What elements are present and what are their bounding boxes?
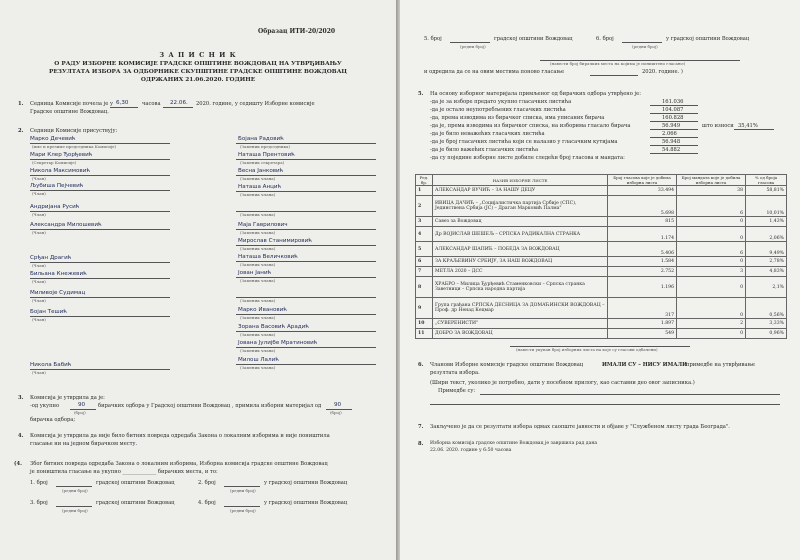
row-seats: 0 [677,257,746,267]
top-line-2-year: 2020. године. ) [642,69,683,75]
item3-text-a: Комисија је утврдила да је: [30,395,105,401]
member-right-12: Зорана Васовић Арадић [238,324,309,330]
item5-value-line [650,105,698,106]
member-left-1: Марко Дечевић [30,136,76,142]
row-num: 6 [416,257,433,267]
item1-date: 22.06. [170,100,188,106]
row-pct: 2,78% [746,257,787,267]
row-num: 4 [416,227,433,242]
right-page [400,0,800,560]
row-pct: 2,06% [746,227,787,242]
member-left-line [30,229,170,230]
member-left-line [30,297,170,298]
member-left-role-8: (Члан) [32,279,46,284]
table-row [416,329,787,339]
item5-value-2: 104.087 [662,107,684,113]
item3-received: 90 [334,402,342,408]
top-line-2: и одредила да се на овим местима поново гласање [424,69,565,75]
member-right-3: Весна Јанковић [238,168,284,174]
member-right-6: Маја Гаврилович [238,222,288,228]
member-right-role-9: (Заменик члана) [240,278,276,283]
place-1-number: 1. број [30,480,48,486]
row-pct: 1,43% [746,217,787,227]
place-5-text: градској општини Вождовац [494,36,573,42]
row-votes: 5.406 [608,242,677,257]
item3-total: 90 [78,402,86,408]
item3-number: 3. [18,395,24,401]
place-5-number: 5. број [424,36,442,42]
item6-line [480,394,780,395]
item7-number: 7. [418,424,424,430]
member-right-role-14: (Заменик члана) [240,365,276,370]
row-name: Савез за Вождовац [433,217,608,227]
table-row [416,186,787,196]
row-num: 10 [416,319,433,329]
header-seats: Број мандата које је добила изборна листа [677,175,746,186]
header-pct: % од броја гласова [746,175,787,186]
member-left-role-10: (Члан) [32,317,46,322]
row-seats: 0 [677,227,746,242]
item4-line-2: гласање ни на једном бирачком месту. [30,441,138,447]
row-num: 11 [416,329,433,339]
item1-time: 6,30 [116,100,129,106]
member-left-2: Мари Клер Ђорђевић [30,152,93,158]
row-seats: 6 [677,242,746,257]
left-page [0,0,396,560]
table-row [416,298,787,319]
item7-text: Закључено је да се резултати избора одмах саопште јавности и објаве у "Службеном листу града Београда". [430,424,730,430]
item6-text-f: Примедбе су: [438,388,476,394]
member-left-line [30,278,170,279]
member-left-11: Никола Бабић [30,362,72,368]
member-right-role-4: (Заменик члана) [240,192,276,197]
row-num: 1 [416,186,433,196]
item5-value-line [650,121,698,122]
item6-text-b: ИМАЛИ СУ – НИСУ ИМАЛИ [602,362,688,368]
row-name: ДОБРО ЗА ВОЖДОВАЦ [433,329,608,339]
item3-sub-2: (број) [330,410,342,415]
item6-text-c: примедбе на утврђивање [686,362,755,368]
member-right-role-6: (Заменик члана) [240,230,276,235]
item6-text-a: Чланови Изборне комисије градске општине Вождовац [430,362,584,368]
turnout-label: што износи [702,123,734,129]
row-name: ЗА КРАЉЕВИНУ СРБИЈУ, ЗА НАШ ВОЖДОВАЦ [433,257,608,267]
row-num: 5 [416,242,433,257]
top-note: (навести број бирачких места на којима је поништено гласање) [550,61,686,66]
place-3-text: градској општини Вождовац [96,500,175,506]
member-left-9: Миливоје Судимац [30,290,86,296]
item5-value-5: 2.066 [662,131,677,137]
item5-value-6: 56.948 [662,139,681,145]
member-left-role-9: (Члан) [32,298,46,303]
member-right-role-7: (Заменик члана) [240,246,276,251]
place-sub: (редни број) [62,508,88,513]
row-name: АЛЕКСАНДАР ВУЧИЋ – ЗА НАШУ ДЕЦУ [433,186,608,196]
member-right-role-2: (Заменик секретара) [240,160,285,165]
member-right-1: Бојана Радовић [238,136,284,142]
item6-text-e: (Шири текст, уколико је потребно, дати у посебном прилогу, као саставни део овог записника.) [430,380,695,386]
item6-number: 6. [418,362,424,368]
row-num: 8 [416,277,433,298]
item5-label-4: -да је, према изводима из бирачког списка, на изборима гласало бирача [430,123,631,129]
place-1-text: градској општини Вождовац [96,480,175,486]
member-left-10: Бојан Тешић [30,309,67,315]
row-seats: 38 [677,186,746,196]
place-sub: (редни број) [230,488,256,493]
place-line [224,506,260,507]
item5-label-1: -да је за изборе предато укупно гласачких листића [430,99,572,105]
member-left-role-11: (Члан) [32,370,46,375]
item3-sub-1: (број) [74,410,86,415]
member-right-role-5: (Заменик члана) [240,212,276,217]
row-votes: 33.494 [608,186,677,196]
item5-value-1: 161.036 [662,99,684,105]
row-seats: 0 [677,217,746,227]
row-pct: 3,33% [746,319,787,329]
row-num: 7 [416,267,433,277]
member-left-7: Срђан Драгић [30,255,72,261]
row-pct: 0,56% [746,298,787,319]
member-right-7: Мирослав Станимировић [238,238,312,244]
place-line [450,42,490,43]
member-left-4: Љубиша Пејчевић [30,183,84,189]
member-right-11: Марко Ивановић [238,307,287,313]
row-pct: 2,1% [746,277,787,298]
member-right-9: Јован Јанић [238,270,272,276]
item5-value-4: 56.949 [662,123,681,129]
item2-text: Седници Комисије присуствују: [30,128,118,134]
row-seats: 2 [677,319,746,329]
row-seats: 6 [677,196,746,217]
member-right-role-12: (Заменик члана) [240,332,276,337]
item1-text-a: Седница Комисије почела је у [30,101,114,107]
row-seats: 0 [677,298,746,319]
place-4-text: у градској општини Вождовац [264,500,348,506]
subtitle-line-2: РЕЗУЛТАТА ИЗБОРА ЗА ОДБОРНИКЕ СКУПШТИНЕ ГРАДСКЕ ОПШТИНЕ ВОЖДОВАЦ [48,69,348,75]
place-4-number: 4. број [198,500,216,506]
member-left-role-2: (Секретар Комисије) [32,160,77,165]
item4b-number: (4. [14,461,22,467]
member-right-2: Наташа Прентовић [238,152,295,158]
member-left-line [30,262,170,263]
top-sub: (редни број) [460,44,486,49]
item5-value-line [650,145,698,146]
member-right-14: Милош Лалић [238,357,279,363]
item5-value-line [650,137,698,138]
member-left-role-5: (Члан) [32,212,46,217]
results-table [415,174,787,339]
member-right-role-13: (Заменик члана) [240,348,276,353]
member-right-13: Јована Јулијбе Мратиновић [238,340,318,346]
item5-value-line [650,153,698,154]
row-pct: 4,83% [746,267,787,277]
turnout-line [734,129,774,130]
row-name: Група грађана СРПСКА ДЕСНИЦА ЗА ДОМАЋИНСКИ ВОЖДОВАЦ – Проф. др Ненад Кецмар [433,298,608,319]
header-votes: Број гласова које је добила изборна листа [608,175,677,186]
row-name: Др ВОЈИСЛАВ ШЕШЕЉ – СРПСКА РАДИКАЛНА СТРАНКА [433,227,608,242]
item3-text-d: бирачка одбора; [30,417,76,423]
member-right-4: Наташа Анцић [238,184,282,190]
row-pct: 9,49% [746,242,787,257]
member-left-8: Бильана Кнежевић [30,271,87,277]
table-row [416,267,787,277]
member-left-line [30,175,170,176]
header-num: Ред. бр. [416,175,433,186]
table-row [416,242,787,257]
row-num: 9 [416,298,433,319]
member-right-role-3: (Заменик члана) [240,176,276,181]
row-pct: 58,81% [746,186,787,196]
item5-value-7: 54.882 [662,147,681,153]
row-votes: 1.584 [608,257,677,267]
item4b-line-1: Због битних повреда одредаба Закона о локалним изборима, Изборна комисија градске општине Вождовац [30,461,328,467]
row-num: 2 [416,196,433,217]
item4b-line-2: је поништила гласање на укупно _____________ бирачких места, и то: [30,469,218,475]
item5-value-3: 160.828 [662,115,684,121]
place-2-number: 2. број [198,480,216,486]
member-left-role-1: (име и презиме председника Комисије) [32,144,117,149]
top-sub: (редни број) [632,44,658,49]
row-votes: 1.897 [608,319,677,329]
row-votes: 2.752 [608,267,677,277]
row-num: 3 [416,217,433,227]
row-pct: 10,01% [746,196,787,217]
place-2-text: у градској општини Вождовац [264,480,348,486]
item4-number: 4. [18,433,24,439]
row-seats: 3 [677,267,746,277]
member-right-role-11: (Заменик члана) [240,315,276,320]
document-title: З А П И С Н И К [159,51,237,59]
place-6-number: 6. број [596,36,614,42]
member-left-line [30,211,170,212]
row-name: АЛЕКСАНДАР ШАПИЋ – ПОБЕДА ЗА ВОЖДОВАЦ [433,242,608,257]
turnout-value: 35,41% [738,123,758,129]
item5-value-line [650,113,698,114]
place-line [224,486,260,487]
row-name: ИВИЦА ДАЧИЋ – „Социјалистичка партија Србије (СПС), Јединствена Србија (ЈС) – Драган Марковић Палма" [433,196,608,217]
row-votes: 815 [608,217,677,227]
item5-intro: На основу изборног материјала примљеног од бирачких одбора утврђено је: [430,91,641,97]
table-row [416,196,787,217]
member-right-8: Наташа Величковић [238,254,298,260]
row-seats: 0 [677,277,746,298]
member-right-role-8: (Заменик члана) [240,262,276,267]
table-note: (навести укупан број изборних листа на које су гласови одбачени) [516,347,658,352]
item8-line-1: Изборна комисија градске општине Вождовац је завршила рад дана [430,441,598,446]
table-row [416,277,787,298]
item5-label-2: -да је остало неупотребљених гласачких листића [430,107,566,113]
place-3-number: 3. број [30,500,48,506]
table-row [416,227,787,242]
item1-date-line [163,107,193,108]
place-line [622,42,662,43]
member-left-role-3: (Члан) [32,176,46,181]
member-left-role-6: (Члан) [32,230,46,235]
subtitle-line-3: ОДРЖАНИХ 21.06.2020. ГОДИНЕ [140,77,256,83]
item5-label-6: -да је број гласачких листића који се налазио у гласачким кутијама [430,139,618,145]
member-left-5: Андријана Русић [30,204,80,210]
row-name: „СУВЕРЕНИСТИ" [433,319,608,329]
table-row [416,319,787,329]
item4-line-1: Комисија је утврдила да није било битних повреда одредаба Закона о локалним изборима и није поништила [30,433,330,439]
results-header-row [416,175,787,186]
header-name: НАЗИВ ИЗБОРНЕ ЛИСТЕ [433,175,608,186]
item1-text-c: 2020. године, у седишту Изборне комисије [196,101,315,107]
item8-line-2: 22.06. 2020. године у 6:50 часова [430,448,512,453]
member-right-role-10: (Заменик члана) [240,298,276,303]
item3-text-c: бирачких одбора у Градској општини Вождовац , примила изборни материјал од [98,403,322,409]
member-left-3: Никола Максимовић [30,168,90,174]
item5-label-8: -да су поједине изборне листе добиле следећи број гласова и мандата: [430,155,625,161]
item3-text-b: -од укупно [30,403,60,409]
place-6-text: у градској општини Вождовац [666,36,750,42]
place-line [56,506,92,507]
member-left-6: Александра Милошевић [30,222,102,228]
row-seats: 0 [677,329,746,339]
member-left-line [30,190,170,191]
item1-place: Градске општине Вождовац. [30,109,109,115]
subtitle-line-1: О РАДУ ИЗБОРНЕ КОМИСИЈЕ ГРАДСКЕ ОПШТИНЕ ВОЖДОВАЦ НА УТВРЂИВАЊУ [54,61,342,67]
row-votes: 1.196 [608,277,677,298]
row-name: МЕТЛА 2020 – ДСС [433,267,608,277]
row-votes: 317 [608,298,677,319]
row-votes: 5.698 [608,196,677,217]
item8-number: 8. [418,441,424,447]
member-left-line [30,369,170,370]
item5-value-line [650,129,698,130]
place-line [56,486,92,487]
row-pct: 0,96% [746,329,787,339]
item1-number: 1. [18,101,24,107]
place-sub: (редни број) [62,488,88,493]
place-sub: (редни број) [230,508,256,513]
item6-text-d: резултата избора. [430,370,480,376]
item1-text-b: часова [142,101,161,107]
item1-time-line [110,107,138,108]
table-row [416,257,787,267]
item5-label-7: -да је било важећих гласачких листића [430,147,539,153]
table-row [416,217,787,227]
row-votes: 1.174 [608,227,677,242]
row-name: ХРАБРО – Милица Ђурђевић Стаменковски – Српска странка Заветници – Српска народна партија [433,277,608,298]
item5-label-5: -да је било неважећих гласачких листића [430,131,545,137]
member-left-role-7: (Члан) [32,263,46,268]
top-line-2-blank [590,75,638,76]
item6-line [430,404,780,405]
member-left-line [30,316,170,317]
row-votes: 549 [608,329,677,339]
member-right-role-1: (Заменик председника) [240,144,290,149]
item5-label-3: -да, према изводима из бирачког списка, има уписаних бирача [430,115,605,121]
member-left-role-4: (Члан) [32,191,46,196]
item5-number: 5. [418,91,424,97]
item2-number: 2. [18,128,24,134]
form-code: Образац ИТИ-20/2020 [258,28,336,35]
